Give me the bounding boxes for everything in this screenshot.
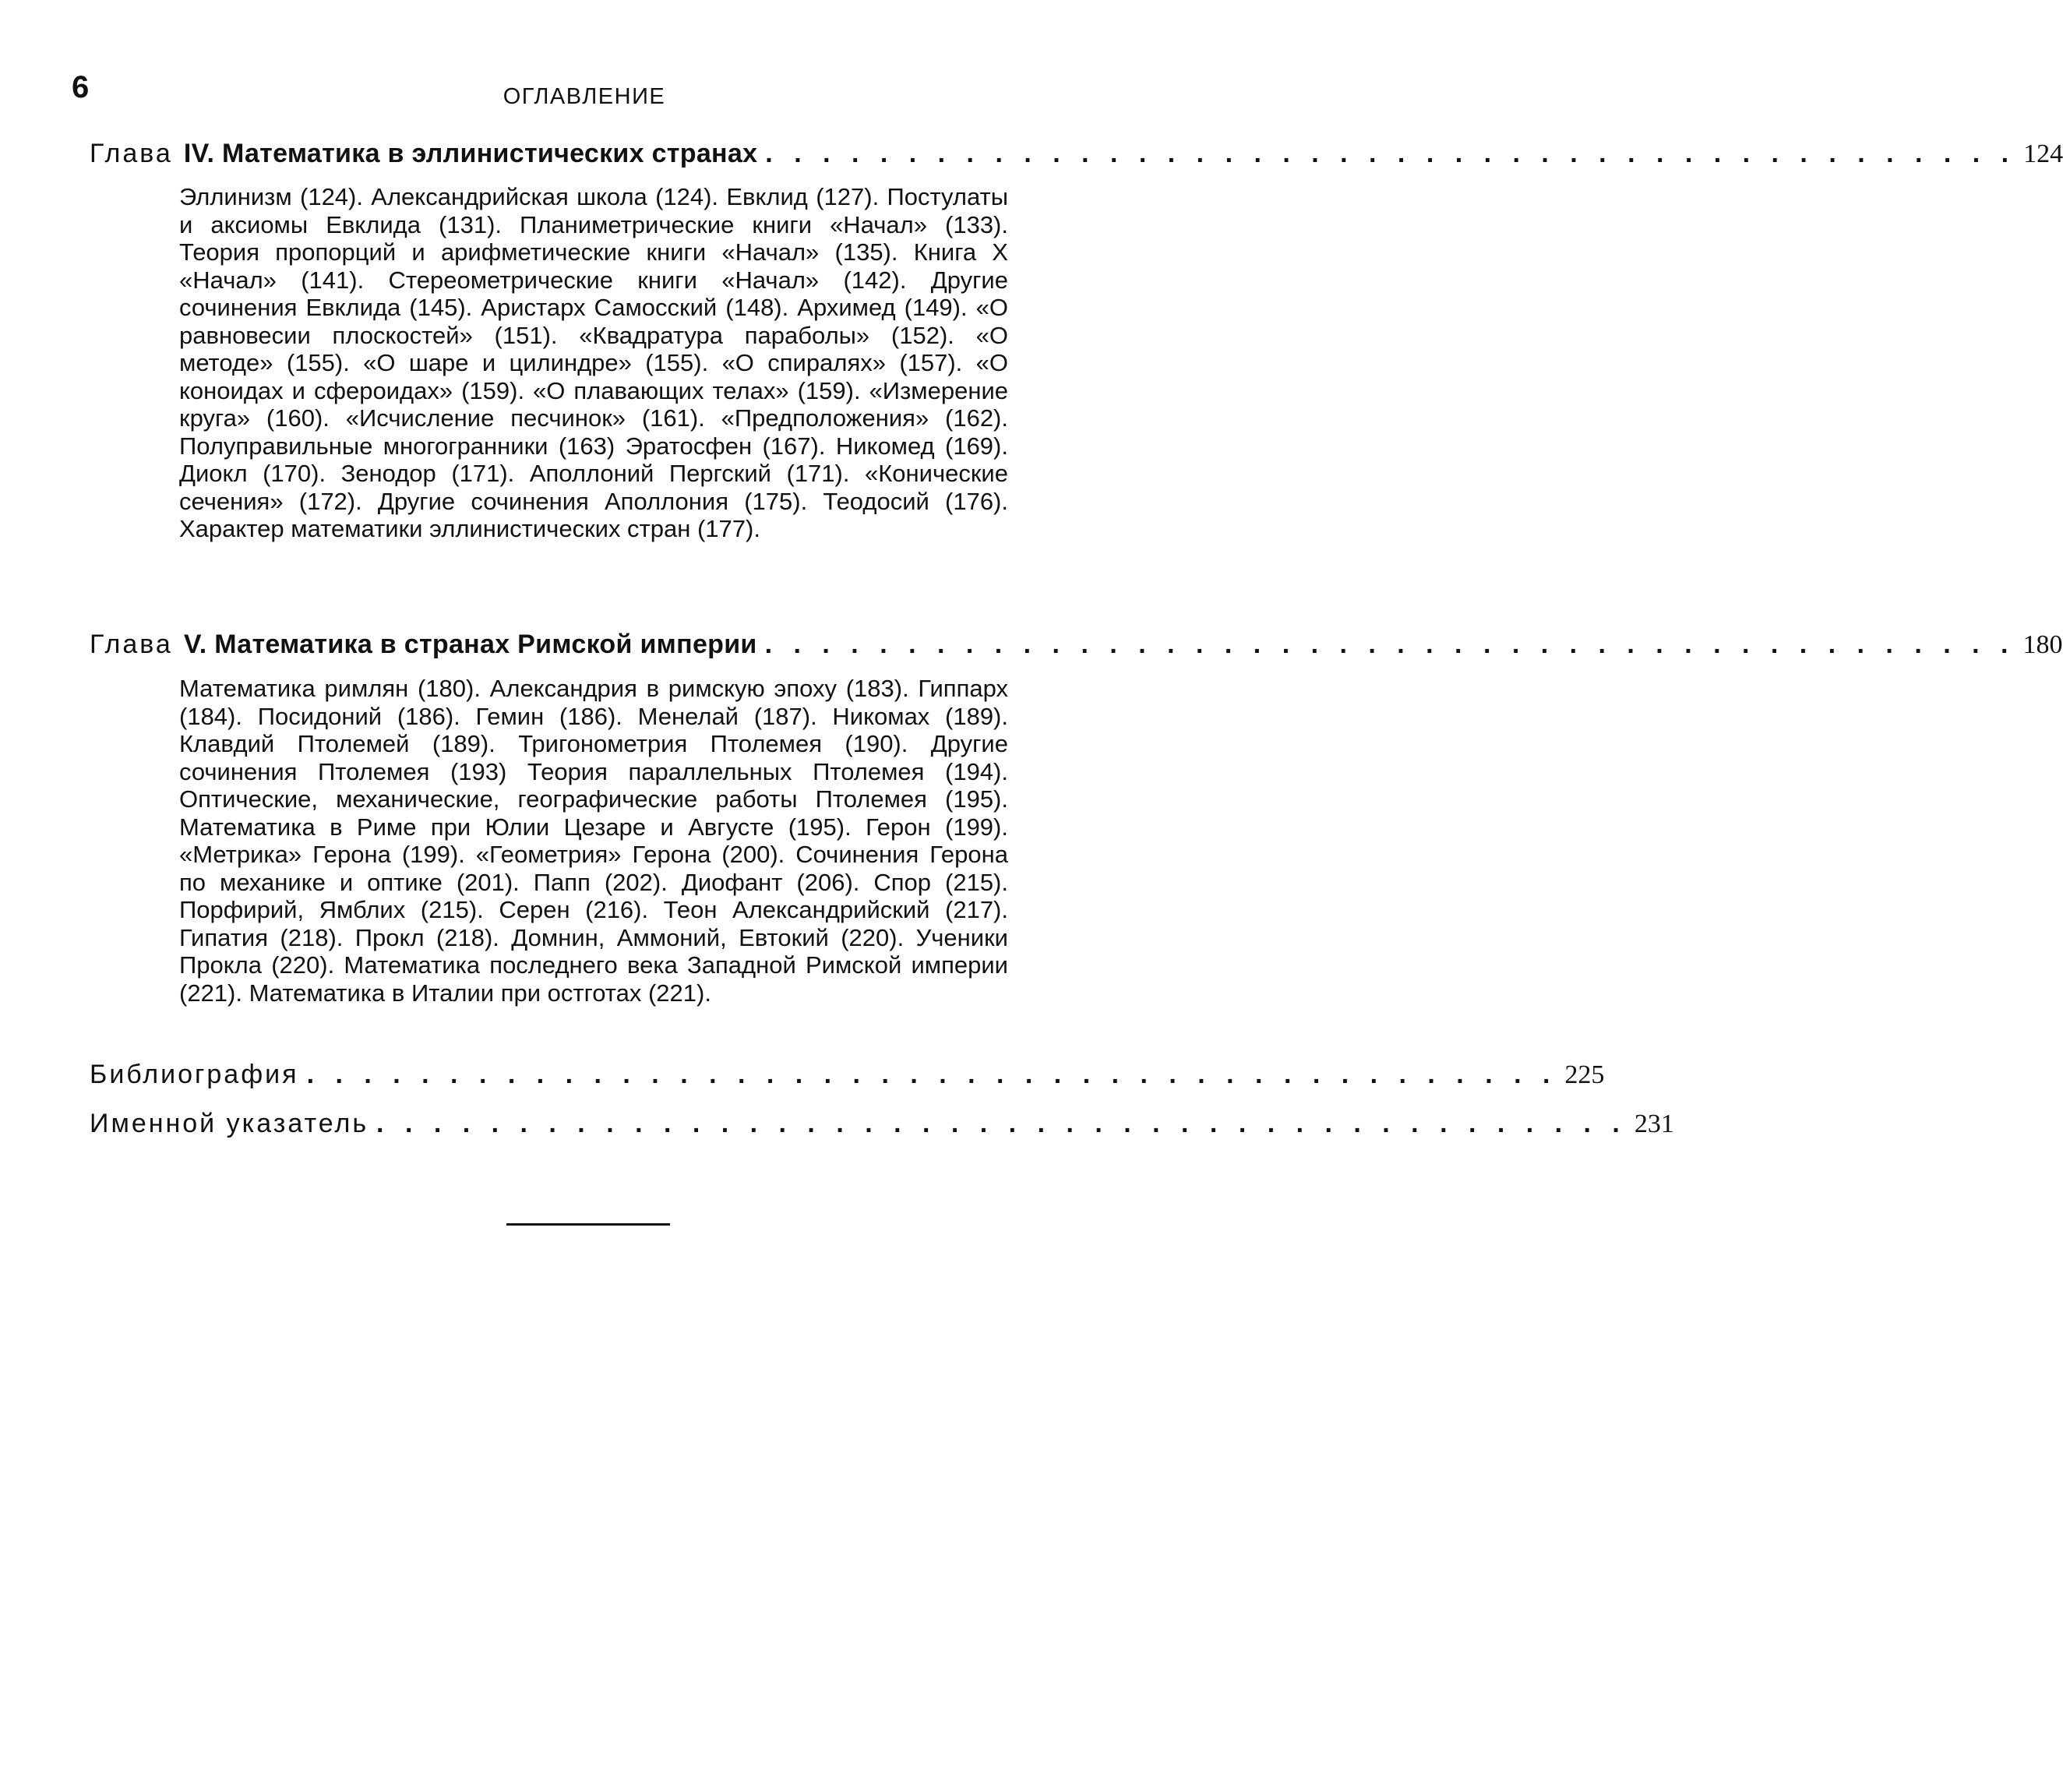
dot-leader: . . . . . . . . . . . . . . . . . . . . . . . . . . . . . . . . . . . . . . . . . . . . xyxy=(765,139,2016,168)
dot-leader: . . . . . . . . . . . . . . . . . . . . . . . . . . . . . . . . . . . . . . . . . . . . xyxy=(376,1109,1627,1138)
end-rule xyxy=(506,1223,670,1226)
toc-entry-chapter-5 xyxy=(90,630,2063,660)
dot-leader: . . . . . . . . . . . . . . . . . . . . . . . . . . . . . . . . . . . . . . . . . . . . xyxy=(306,1060,1557,1089)
page-ref: 231 xyxy=(1634,1109,1674,1138)
page-ref: 124 xyxy=(2023,139,2063,168)
chapter-5-summary: Математика римлян (180). Александрия в римскую эпоху (183). Гиппарх (184). Посидоний (186). Гемин (186). Менелай (187). Никомах (189). Клавдий Птолемей (189). Тригонометрия Птолемея (190). Другие сочинения Птолемея (193) Теория параллельных Птолемея (194). Оптические, механические, географические работы Птолемея (195). Математика в Риме при Юлии Цезаре и Августе (195). Герон (199). «Метрика» Герона (199). «Геометрия» Герона (200). Сочинения Герона по механике и оптике (201). Папп (202). Диофант (206). Спор (215). Порфирий, Ямблих (215). Серен (216). Теон Александрийский (217). Гипатия (218). Прокл (218). Домнин, Аммоний, Евтокий (220). Ученики Прокла (220). Математика последнего века Западной Римской империи (221). Математика в Италии при остготах (221). xyxy=(179,675,1008,1007)
dot-leader: . . . . . . . . . . . . . . . . . . . . . . . . . . . . . . . . . . . . . . . . . . . . xyxy=(764,630,2015,659)
entry-label: Библиография xyxy=(90,1060,299,1089)
toc-entry-bibliography xyxy=(90,1060,1605,1090)
chapter-4-summary: Эллинизм (124). Александрийская школа (124). Евклид (127). Постулаты и аксиомы Евклида (131). Планиметрические книги «Начал» (133). Теория пропорций и арифметические книги «Начал» (135). Книга X «Начал» (141). Стереометрические книги «Начал» (142). Другие сочинения Евклида (145). Аристарх Самосский (148). Архимед (149). «О равновесии плоскостей» (151). «Квадратура параболы» (152). «О методе» (155). «О шаре и цилиндре» (155). «О спиралях» (157). «О коноидах и сфероидах» (159). «О плавающих телах» (159). «Измерение круга» (160). «Исчисление песчинок» (161). «Предположения» (162). Полуправильные многогранники (163) Эратосфен (167). Никомед (169). Диокл (170). Зенодор (171). Аполлоний Пергский (171). «Конические сечения» (172). Другие сочинения Аполлония (175). Теодосий (176). Характер математики эллинистических стран (177). xyxy=(179,183,1008,542)
chapter-title: V. Математика в странах Римской империи xyxy=(183,630,757,659)
toc-entry-name-index xyxy=(90,1109,1674,1139)
chapter-label: Глава xyxy=(90,139,173,168)
chapter-title: IV. Математика в эллинистических странах xyxy=(183,139,758,168)
running-head: ОГЛАВЛЕНИЕ xyxy=(503,84,666,109)
chapter-label: Глава xyxy=(90,630,173,659)
page-ref: 180 xyxy=(2022,630,2063,659)
page-ref: 225 xyxy=(1564,1060,1605,1089)
entry-label: Именной указатель xyxy=(90,1109,369,1138)
page-number: 6 xyxy=(72,70,90,104)
toc-entry-chapter-4 xyxy=(90,139,2063,169)
